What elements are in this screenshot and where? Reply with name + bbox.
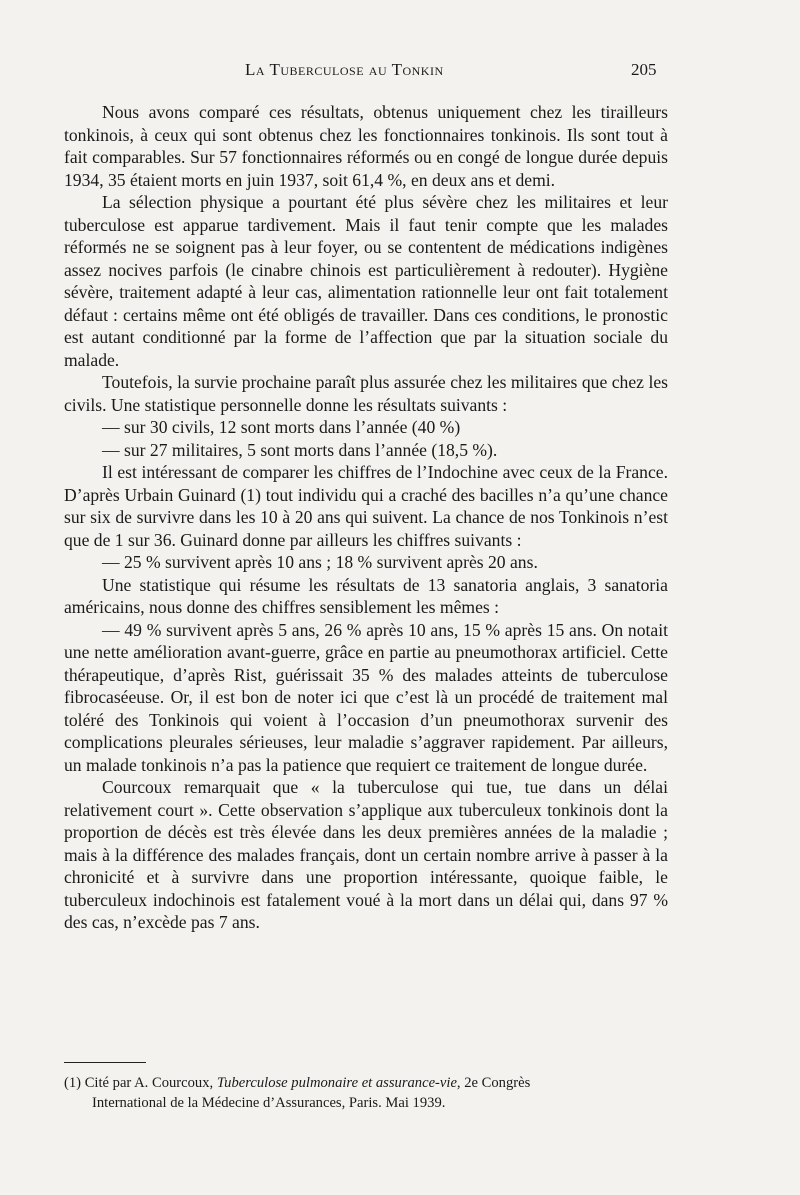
paragraph: Courcoux remarquait que « la tuberculose qui tue, tue dans un délai relativement court ». Cette observation s’applique aux tuberculeux tonkinois dont la proportion de décès est très élevée dans les deux premières années de la maladie ; mais à la différence des malades français, dont un certain nombre arrive à passer à la chronicité et à survivre dans une proportion intéressante, quoique faible, le tuberculeux indochinois est fatalement voué à la mort dans un délai qui, dans 97 % des cas, n’excède pas 7 ans. [64, 777, 668, 932]
running-title: La Tuberculose au Tonkin [245, 60, 444, 79]
footnote-tail: , 2e Congrès [456, 1075, 531, 1091]
paragraph: Il est intéressant de comparer les chiffres de l’Indochine avec ceux de la France. D’après Urbain Guinard (1) tout individu qui a craché des bacilles n’a qu’une chance sur six de survivre dans les 10 à 20 ans qui suivent. La chance de nos Tonkinois n’est que de 1 sur 36. Guinard donne par ailleurs les chiffres suivants : [64, 462, 668, 550]
list-item: — sur 30 civils, 12 sont morts dans l’année (40 %) [102, 417, 461, 437]
list-item: — 49 % survivent après 5 ans, 26 % après 10 ans, 15 % après 15 ans. On notait une nette amélioration avant-guerre, grâce en partie au pneumothorax artificiel. Cette thérapeutique, d’après Rist, guérissait 35 % des malades atteints de tuberculose fibrocaséeuse. Or, il est bon de noter ici que c’est là un procédé de traitement mal toléré des Tonkinois qui voient à l’occasion d’un pneumothorax survenir des complications pleurales sérieuses, leur maladie s’aggraver rapidement. Par ailleurs, un malade tonkinois n’a pas la patience que requiert ce traitement de longue durée. [64, 619, 668, 775]
page-header [0, 60, 800, 86]
page-number: 205 [631, 60, 657, 79]
paragraph: La sélection physique a pourtant été plus sévère chez les militaires et leur tuberculose est apparue tardivement. Mais il faut tenir compte que les malades réformés ne se soignent pas à leur foyer, ou se contentent de médications indigènes assez nocives parfois (le cinabre chinois est particulièrement à redouter). Hygiène sévère, traitement adapté à leur cas, alimentation rationnelle leur ont fait totalement défaut : certains même ont été obligés de travailler. Dans ces conditions, le pronostic est autant conditionné par la forme de l’affection que par la situation sociale du malade. [64, 192, 668, 370]
footnote-line-2: International de la Médecine d’Assurances, Paris. Mai 1939. [92, 1095, 446, 1111]
list-item: — sur 27 militaires, 5 sont morts dans l’année (18,5 %). [102, 439, 498, 460]
footnote-title: Tuberculose pulmonaire et assurance-vie [216, 1075, 457, 1091]
paragraph: Toutefois, la survie prochaine paraît plus assurée chez les militaires que chez les civils. Une statistique personnelle donne les résultats suivants : [64, 372, 668, 415]
footnote-divider [64, 1062, 146, 1063]
paragraph: Une statistique qui résume les résultats de 13 sanatoria anglais, 3 sanatoria américains, nous donne des chiffres sensiblement les mêmes : [64, 574, 668, 617]
body-text [64, 101, 668, 934]
footnote-marker: (1) [64, 1075, 82, 1091]
footnote-lead: Cité par A. Courcoux, [84, 1075, 214, 1091]
list-item: — 25 % survivent après 10 ans ; 18 % survivent après 20 ans. [102, 552, 538, 572]
footnote [64, 1073, 668, 1113]
paragraph: Nous avons comparé ces résultats, obtenus uniquement chez les tirailleurs tonkinois, à ceux qui sont obtenus chez les fonctionnaires tonkinois. Ils sont tout à fait comparables. Sur 57 fonctionnaires réformés ou en congé de longue durée depuis 1934, 35 étaient morts en juin 1937, soit 61,4 %, en deux ans et demi. [64, 102, 668, 190]
